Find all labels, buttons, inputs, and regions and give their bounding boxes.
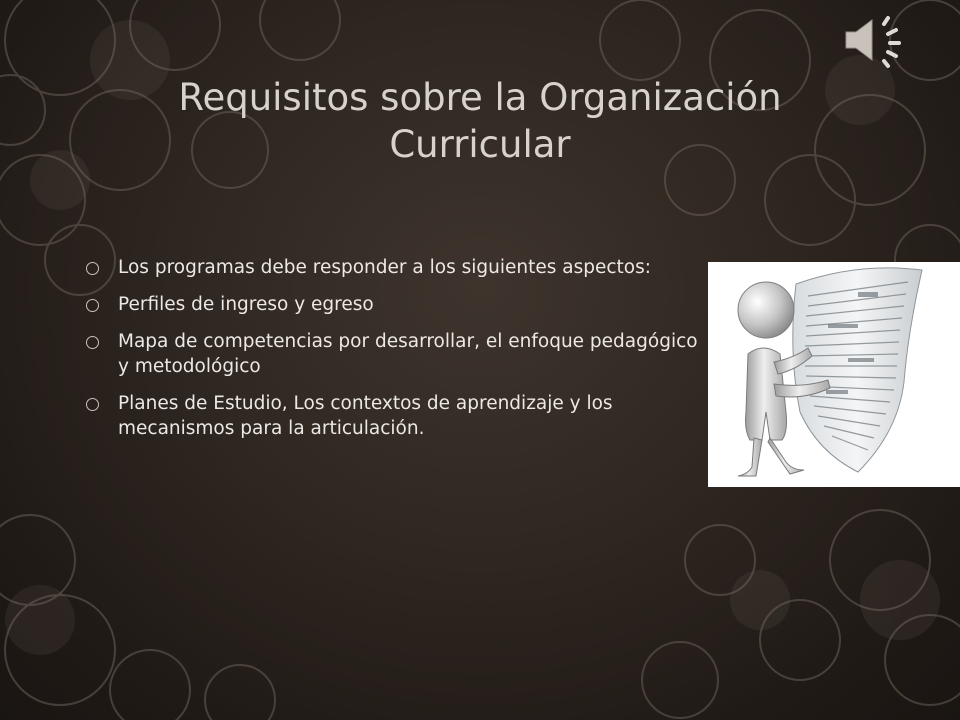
hollow-circle-bullet-icon	[86, 299, 99, 312]
hollow-circle-bullet-icon	[86, 398, 99, 411]
bullet-text: Los programas debe responder a los siguientes aspectos:	[118, 257, 651, 278]
slide-title: Requisitos sobre la Organización Curricular	[178, 76, 782, 166]
bullet-item	[84, 292, 704, 317]
bullet-item	[84, 255, 704, 280]
speaker-icon[interactable]	[838, 10, 910, 70]
bullet-text: Planes de Estudio, Los contextos de aprendizaje y los mecanismos para la articulación.	[118, 393, 613, 439]
hollow-circle-bullet-icon	[86, 262, 99, 275]
bullet-text: Perfiles de ingreso y egreso	[118, 294, 374, 315]
bullet-list	[84, 255, 704, 453]
bullet-item	[84, 329, 704, 379]
bullet-text: Mapa de competencias por desarrollar, el enfoque pedagógico y metodológico	[118, 331, 698, 377]
bullet-item	[84, 391, 704, 441]
figure-holding-document-image	[708, 262, 960, 487]
hollow-circle-bullet-icon	[86, 336, 99, 349]
